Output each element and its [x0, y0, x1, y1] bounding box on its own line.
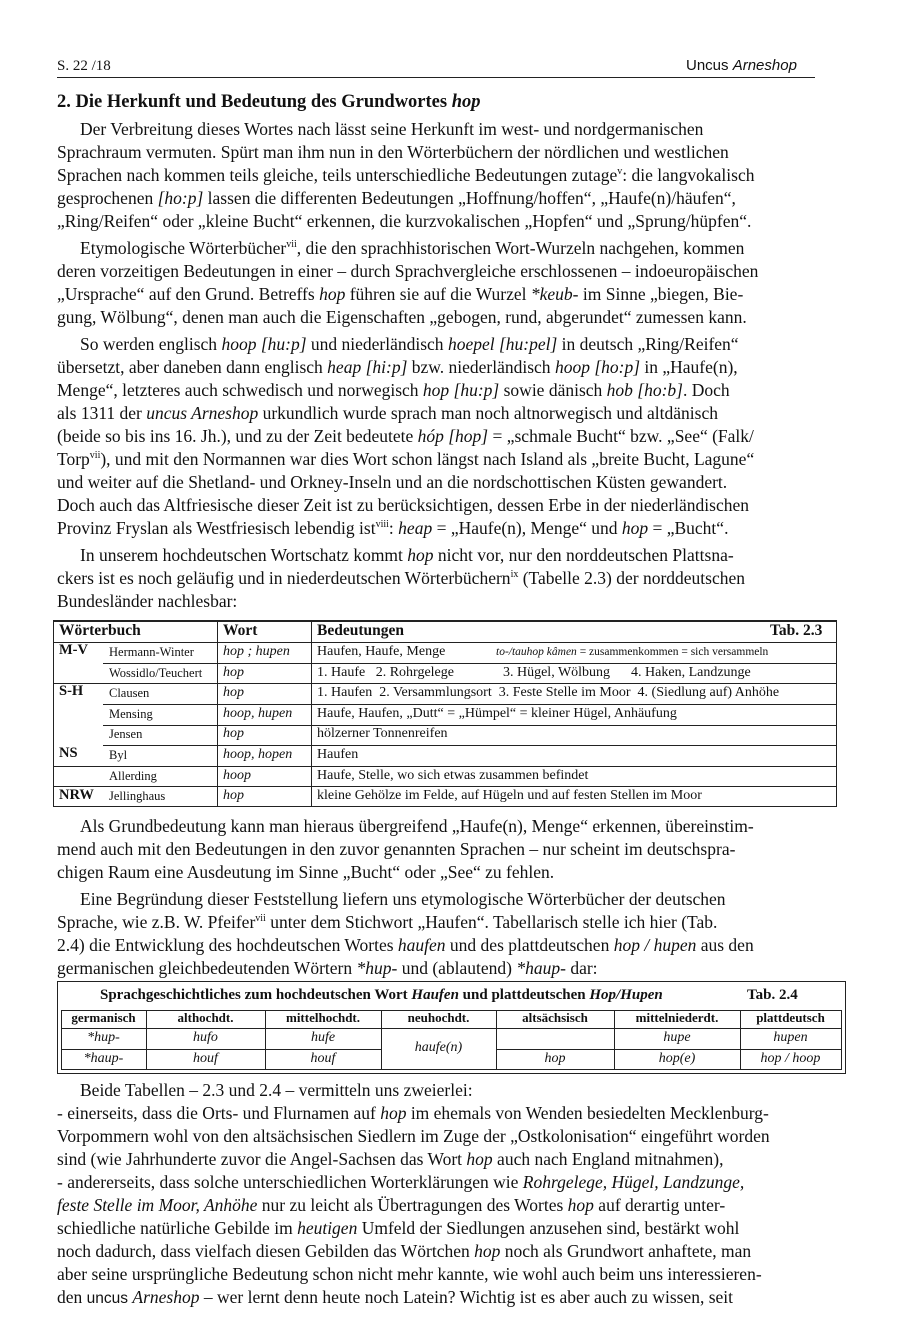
region-label: S-H: [59, 683, 84, 699]
table-cell: houf: [193, 1051, 218, 1066]
dictionary-table: [53, 620, 837, 806]
region-label: NRW: [59, 787, 94, 803]
table-cell: hupen: [773, 1030, 808, 1045]
table-cell: Jensen: [109, 727, 143, 741]
table-label: Tab. 2.4: [747, 987, 798, 1003]
table-cell: hop: [544, 1051, 566, 1066]
region-label: M-V: [59, 642, 88, 658]
etymology-table: [57, 981, 846, 1073]
table-cell: haufe(n): [414, 1040, 463, 1055]
table-cell: 1. Haufen 2. Versammlungsort 3. Feste Stelle im Moor 4. (Siedlung auf) Anhöhe: [317, 685, 780, 700]
table-cell: hölzerner Tonnenreifen: [317, 726, 448, 741]
col-header-word: Wort: [223, 622, 258, 639]
col-header: germanisch: [71, 1010, 136, 1025]
col-header: altsächsisch: [522, 1010, 588, 1025]
col-header: plattdeutsch: [756, 1010, 825, 1025]
section-heading: 2. Die Herkunft und Bedeutung des Grundwortes hop: [57, 92, 481, 112]
header-rule: [57, 77, 815, 78]
table-cell: Allerding: [109, 769, 157, 783]
col-header: mittelhochdt.: [285, 1010, 361, 1025]
table-cell: hoop, hupen: [223, 706, 293, 721]
table-cell: hop / hoop: [760, 1051, 821, 1066]
table-cell: Clausen: [109, 686, 150, 700]
col-header: althochdt.: [177, 1010, 234, 1025]
table-cell: hoop: [223, 768, 251, 783]
table-cell: Hermann-Winter: [109, 645, 194, 659]
col-header: mittelniederdt.: [635, 1010, 719, 1025]
col-header-meanings: Bedeutungen: [317, 622, 404, 639]
table-cell: Wossidlo/Teuchert: [109, 666, 203, 680]
table-title: Sprachgeschichtliches zum hochdeutschen Wort Haufen und plattdeutschen Hop/Hupen: [100, 987, 663, 1003]
table-cell: hop: [223, 726, 244, 741]
table-cell: kleine Gehölze im Felde, auf Hügeln und auf festen Stellen im Moor: [317, 788, 702, 803]
col-header-dictionary: Wörterbuch: [59, 622, 141, 639]
table-cell: Haufe, Stelle, wo sich etwas zusammen befindet: [317, 768, 589, 783]
table-cell: hop: [223, 665, 244, 680]
table-cell: hop: [223, 788, 244, 803]
table-label: Tab. 2.3: [770, 622, 823, 639]
table-cell: hop(e): [658, 1051, 696, 1066]
table-cell: hoop, hopen: [223, 747, 293, 762]
table-cell: hufo: [193, 1030, 218, 1045]
region-label: NS: [59, 745, 78, 761]
table-cell: houf: [310, 1051, 336, 1066]
table-cell: Jellinghaus: [109, 789, 166, 803]
running-header: Uncus Arneshop: [686, 57, 797, 74]
table-cell: *hup-: [87, 1030, 120, 1045]
table-cell: Mensing: [109, 707, 153, 721]
col-header: neuhochdt.: [407, 1010, 470, 1025]
table-cell: Haufen, Haufe, Menge: [317, 644, 446, 659]
table-cell: to-/tauhop kâmen = zusammenkommen = sich versammeln: [496, 646, 769, 658]
table-cell: hop ; hupen: [223, 644, 290, 659]
table-cell: *haup-: [83, 1051, 124, 1066]
table-cell: Haufe, Haufen, „Dutt“ = „Hümpel“ = kleiner Hügel, Anhäufung: [317, 706, 677, 721]
table-cell: 1. Haufe 2. Rohrgelege 3. Hügel, Wölbung 4. Haken, Landzunge: [317, 665, 751, 680]
page-number: S. 22 /18: [57, 58, 111, 74]
table-cell: Haufen: [317, 747, 359, 762]
table-cell: hop: [223, 685, 244, 700]
table-cell: Byl: [109, 748, 128, 762]
table-cell: hufe: [310, 1030, 336, 1045]
table-cell: hupe: [663, 1030, 691, 1045]
